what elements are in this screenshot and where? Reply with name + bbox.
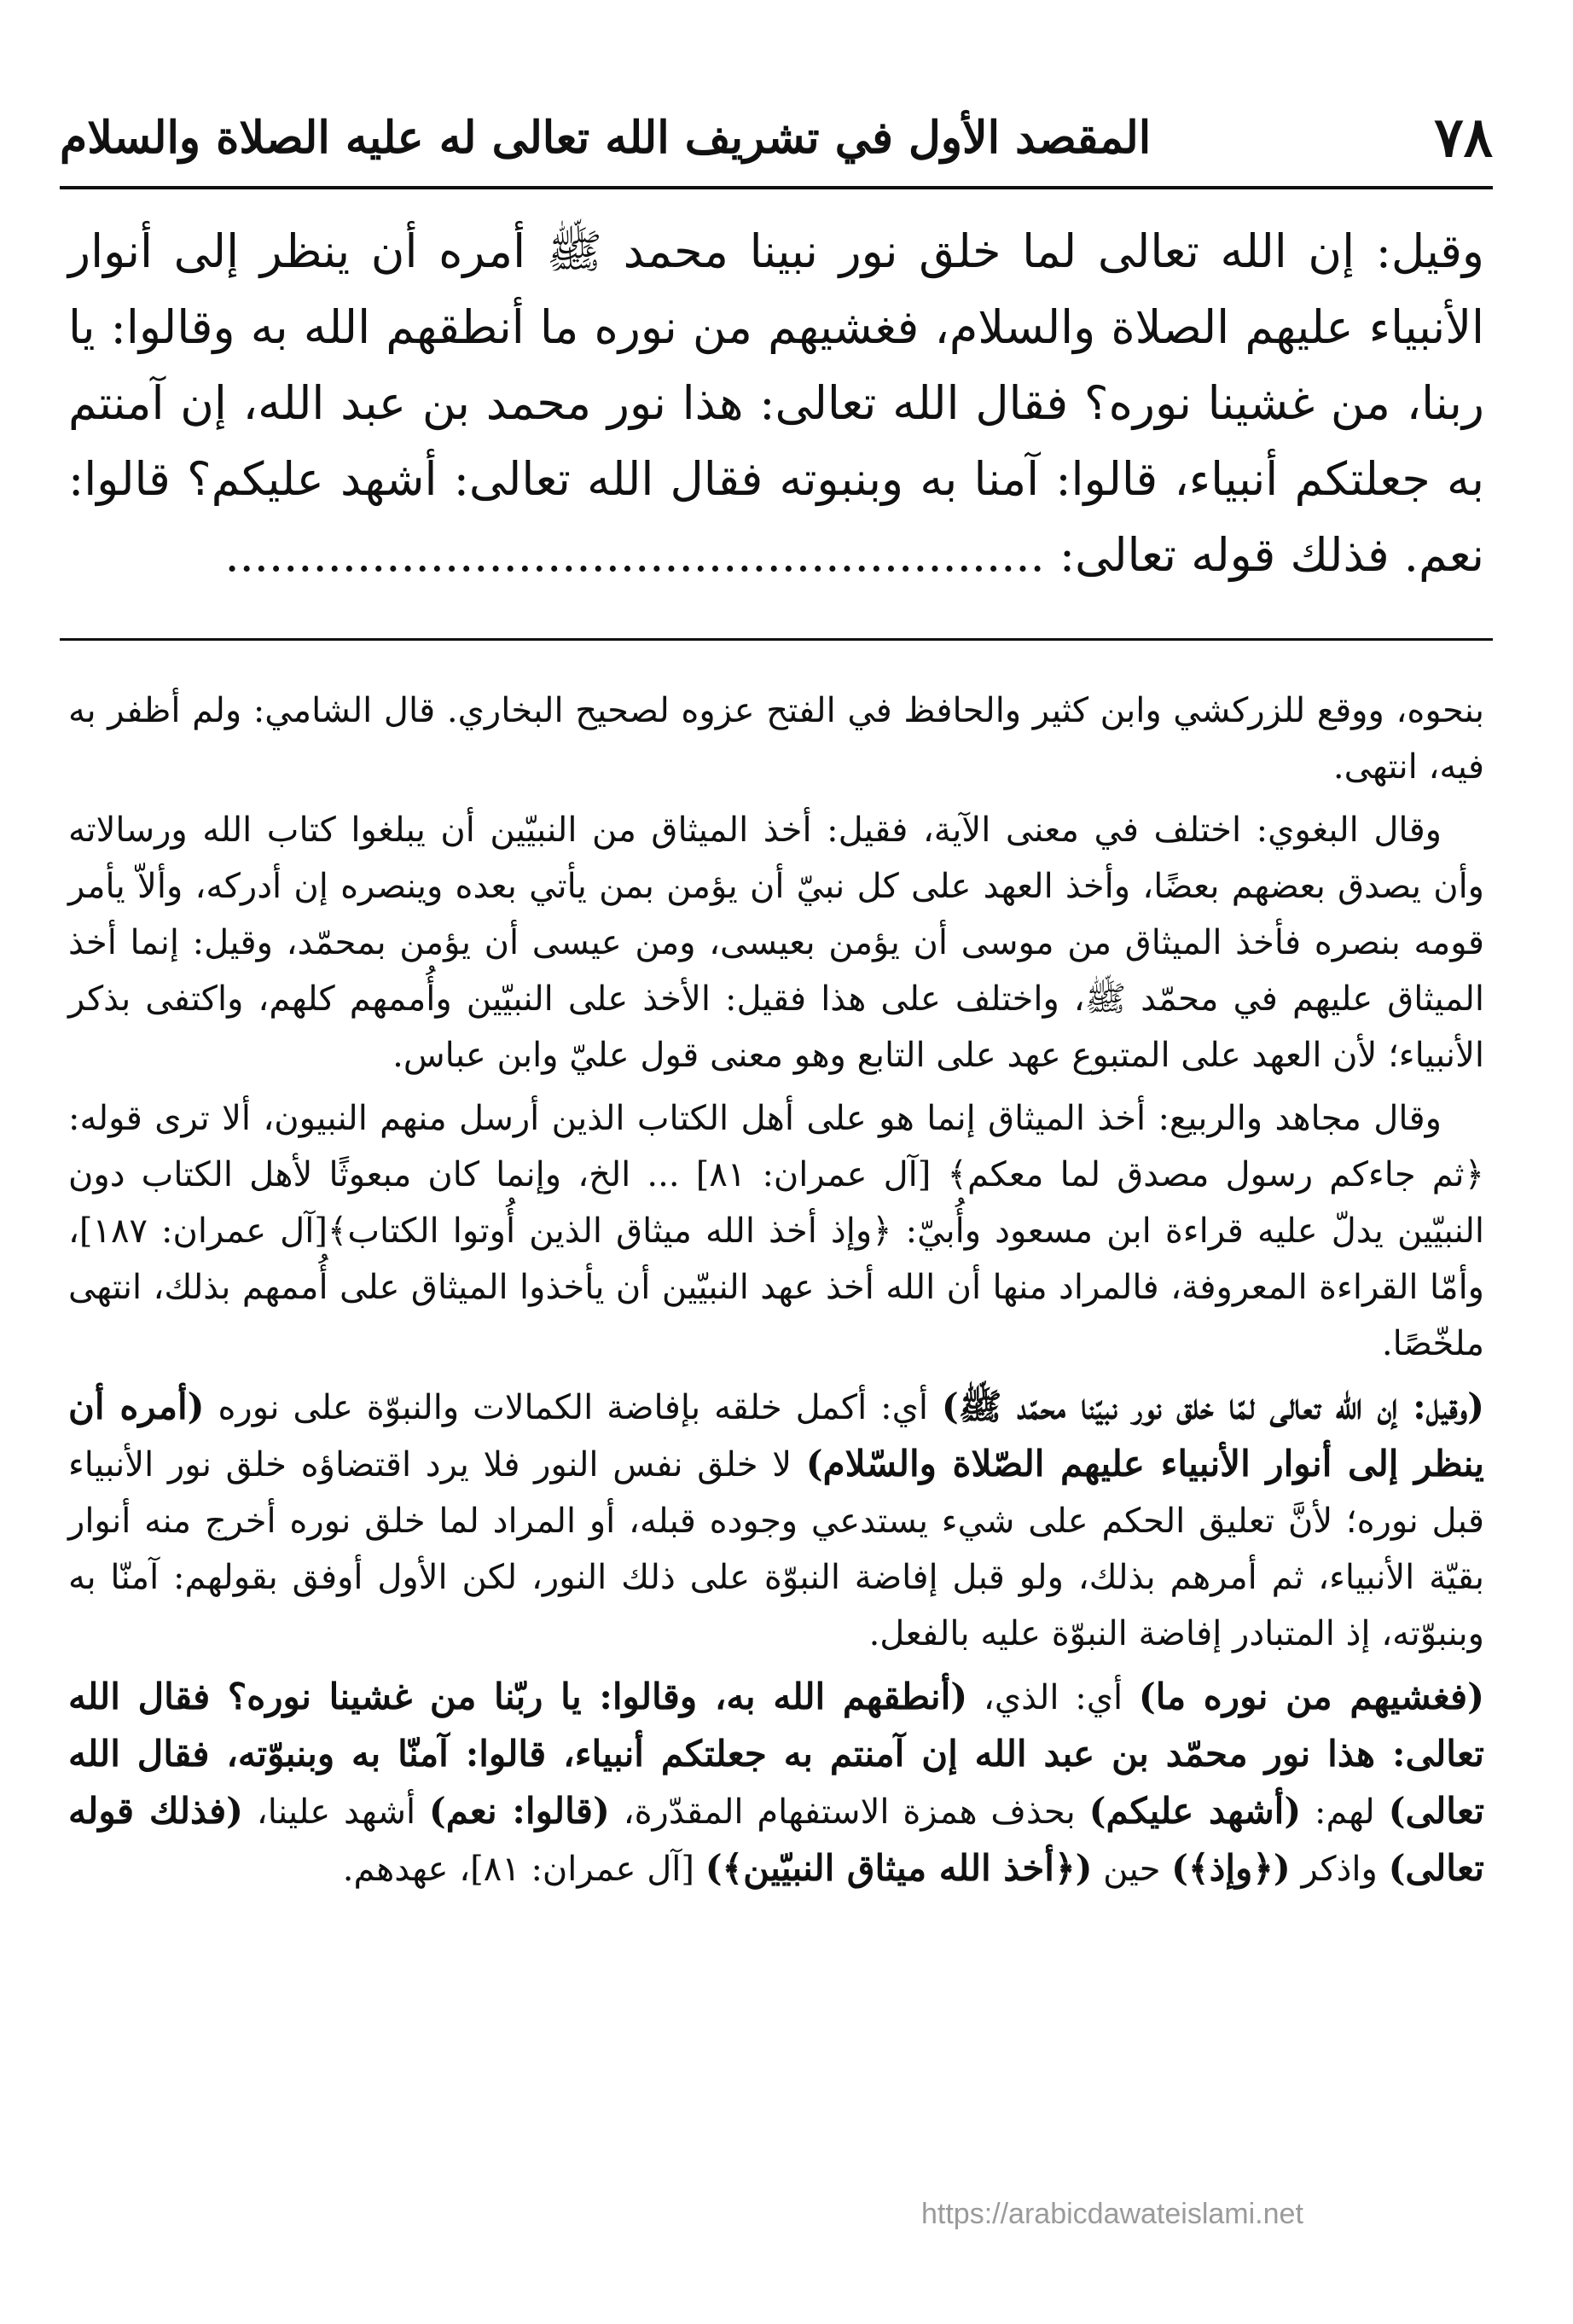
page-number: ٧٨ (1434, 106, 1493, 170)
page-header (60, 101, 1493, 195)
explanation-text: بحذف همزة الاستفهام المقدّرة، (609, 1792, 1089, 1832)
quoted-text: (أمره أن ينظر إلى أنوار الأنبياء عليهم الصّلاة والسّلام) (68, 1386, 1484, 1484)
commentary-text (68, 683, 1484, 1904)
quoted-text: (﴿وإذ﴾) (1171, 1847, 1291, 1889)
quoted-text: (﴿أخذ الله ميثاق النبيّين﴾) (705, 1847, 1093, 1889)
main-paragraph (68, 213, 1484, 593)
footnote-divider (60, 638, 1493, 641)
commentary-paragraph-2: وقال البغوي: اختلف في معنى الآية، فقيل: أخذ الميثاق من النبيّين أن يبلغوا كتاب الله ورسالاته وأن يصدق بعضهم بعضًا، وأخذ العهد على كل نبيّ أن يؤمن بمن يأتي بعده وينصره إن أدركه، وألاّ يأمر قومه بنصره فأخذ الميثاق من موسى أن يؤمن بعيسى، ومن عيسى أن يؤمن بمحمّد، وقيل: إنما أخذ الميثاق عليهم في محمّد ﷺ، واختلف على هذا فقيل: الأخذ على النبيّين وأُممهم كلهم، واكتفى بذكر الأنبياء؛ لأن العهد على المتبوع عهد على التابع وهو معنى قول عليّ وابن عباس. (68, 810, 1485, 1075)
quoted-text: (وقيل: إن الله تعالى لمّا خلق نور نبيّنا محمّد ﷺ) (941, 1386, 1484, 1427)
watermark-url: https://arabicdawateislami.net (921, 2198, 1303, 2230)
quoted-text: (فذلك قوله تعالى) (68, 1790, 1484, 1889)
main-paragraph-text: وقيل: إن الله تعالى لما خلق نور نبينا محمد ﷺ أمره أن ينظر إلى أنوار الأنبياء عليهم الصلاة والسلام، فغشيهم من نوره ما أنطقهم الله به وقالوا: يا ربنا، من غشينا نوره؟ فقال الله تعالى: هذا نور محمد بن عبد الله، إن آمنتم به جعلتكم أنبياء، قالوا: آمنا به وبنبوته فقال الله تعالى: أشهد عليكم؟ قالوا: نعم. فذلك قوله تعالى: (68, 224, 1485, 582)
explanation-text: أي: أكمل خلقه بإفاضة الكمالات والنبوّة على نوره (204, 1388, 942, 1427)
quoted-text: (أنطقهم الله به، وقالوا: يا ربّنا من غشينا نوره؟ فقال الله تعالى: هذا نور محمّد بن عبد الله إن آمنتم به جعلتكم أنبياء، قالوا: آمنّا به وبنبوّته، فقال الله تعالى) (68, 1676, 1485, 1832)
commentary-paragraph-3: وقال مجاهد والربيع: أخذ الميثاق إنما هو على أهل الكتاب الذين أرسل منهم النبيون، ألا ترى قوله: ﴿ثم جاءكم رسول مصدق لما معكم﴾ [آل عمران: ٨١] ... الخ، وإنما كان مبعوثًا لأهل الكتاب دون النبيّين يدلّ عليه قراءة ابن مسعود وأُبيّ: ﴿وإذ أخذ الله ميثاق الذين أُوتوا الكتاب﴾[آل عمران: ١٨٧]، وأمّا القراءة المعروفة، فالمراد منها أن الله أخذ عهد النبيّين أن يأخذوا الميثاق على أُممهم بذلك، انتهى ملخّصًا. (68, 1099, 1484, 1363)
quoted-text: (أشهد عليكم) (1088, 1790, 1302, 1832)
main-text (68, 213, 1484, 593)
explanation-text: أشهد علينا، (243, 1792, 429, 1832)
commentary-paragraph-4 (68, 1379, 1484, 1662)
explanation-text: أي: الذي، (967, 1678, 1139, 1717)
explanation-text: لا خلق نفس النور فلا يرد اقتضاؤه خلق نور الأنبياء قبل نوره؛ لأنَّ تعليق الحكم على شيء يستدعي وجوده قبله، أو المراد لما خلق نوره أخرج منه أنوار بقيّة الأنبياء، ثم أمرهم بذلك، ولو قبل إفاضة النبوّة على ذلك النور، لكن الأول أوفق بقولهم: آمنّا به وبنبوّته، إذ المتبادر إفاضة النبوّة عليه بالفعل. (68, 1445, 1484, 1653)
quoted-text: (فغشيهم من نوره ما) (1138, 1676, 1484, 1717)
running-head: المقصد الأول في تشريف الله تعالى له عليه الصلاة والسلام (60, 112, 1152, 164)
explanation-text: واذكر (1290, 1850, 1389, 1889)
commentary-paragraph-5 (68, 1669, 1484, 1897)
commentary-paragraph-1: بنحوه، ووقع للزركشي وابن كثير والحافظ في الفتح عزوه لصحيح البخاري. قال الشامي: ولم أظفر به فيه، انتهى. (68, 691, 1485, 787)
explanation-text: [آل عمران: ٨١]، عهدهم. (342, 1850, 705, 1889)
header-divider (60, 186, 1493, 189)
explanation-text: لهم: (1301, 1792, 1389, 1832)
explanation-text: حين (1092, 1850, 1172, 1889)
quoted-text: (قالوا: نعم) (428, 1790, 610, 1832)
ellipsis-dots: ........................................................ (224, 528, 1045, 582)
